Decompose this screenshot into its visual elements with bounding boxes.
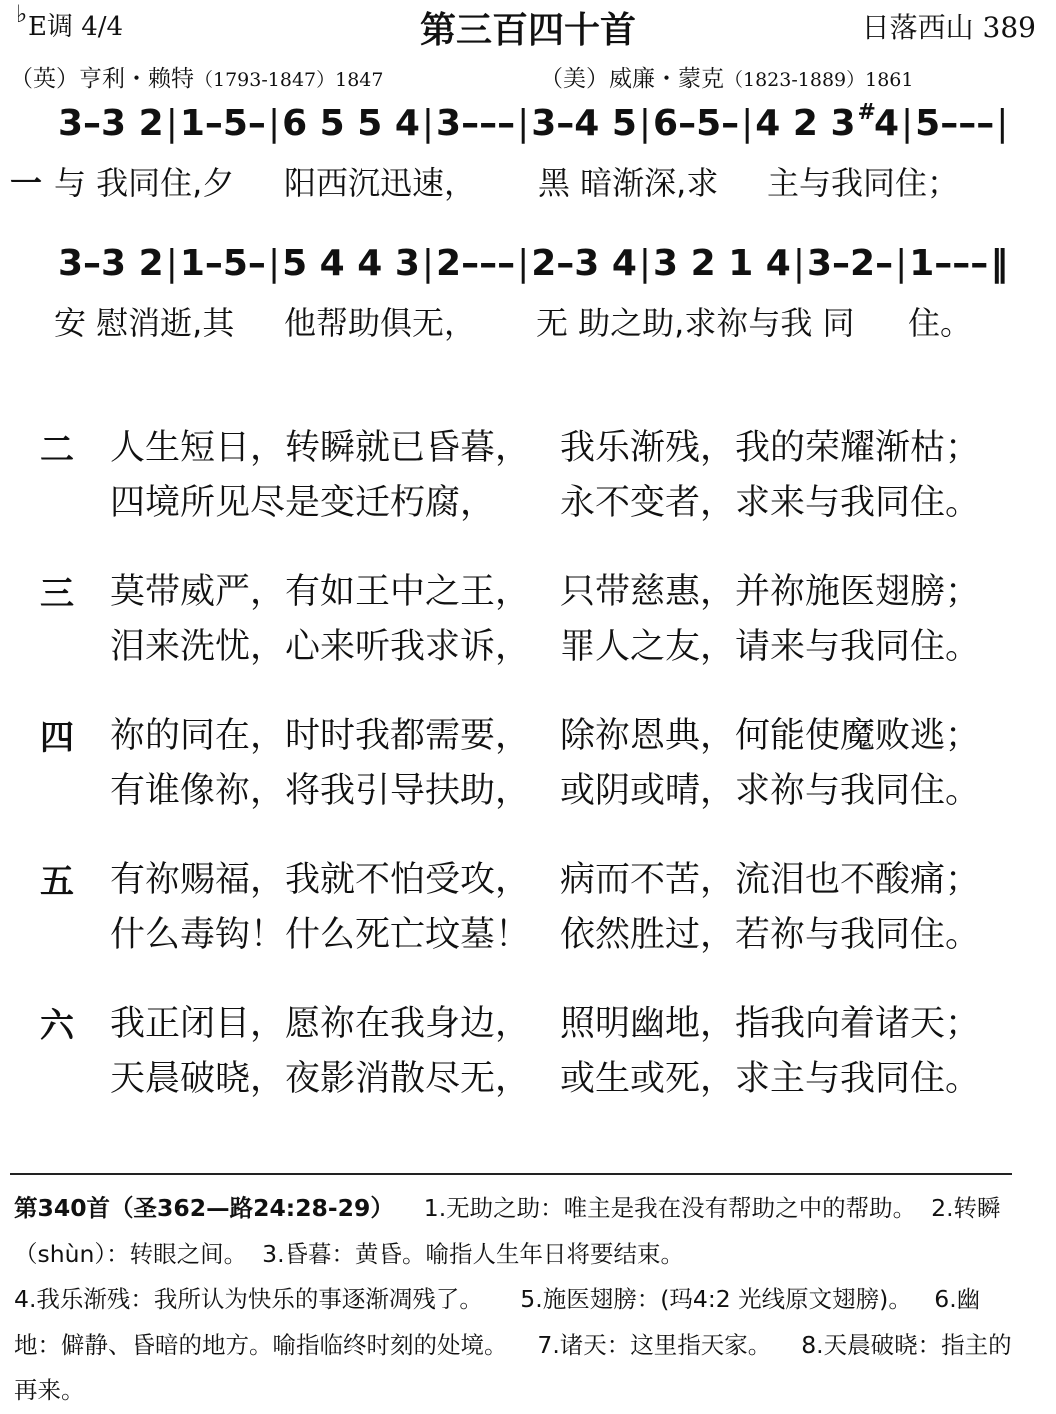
composer-credit bbox=[540, 60, 913, 93]
footnotes bbox=[14, 1186, 1014, 1414]
key-signature: E调 4/4 bbox=[28, 12, 124, 42]
verse-line: 照明幽地，指我向着诸天； bbox=[560, 1004, 981, 1044]
measure-sharped-note: 4 bbox=[873, 103, 900, 144]
lyric-segment: 住。 bbox=[908, 304, 973, 342]
lyric-segment: 与 我同住,夕 bbox=[54, 164, 235, 202]
footnote-item: 8.天晨破晓：指主的再来。 bbox=[14, 1330, 1012, 1404]
measure: 5 4 4 3 bbox=[282, 243, 420, 284]
measure: 3–2– bbox=[806, 243, 894, 284]
footnote-item: 7.诸天：这里指天家。 bbox=[537, 1330, 772, 1359]
verse-number: 五 bbox=[40, 862, 74, 902]
verse-line: 有祢赐福，我就不怕受攻， bbox=[110, 860, 531, 900]
score-line-1: 3–3 2|1–5–|6 5 5 4|3–––|3–4 5|6–5–|4 2 3#4|5–––| bbox=[58, 100, 1009, 144]
measure: 5––– bbox=[915, 103, 995, 144]
verse-line: 我正闭目，愿祢在我身边， bbox=[110, 1004, 531, 1044]
measure: 6–5– bbox=[653, 103, 740, 144]
verse-line: 只带慈惠，并祢施医翅膀； bbox=[560, 572, 981, 612]
measure: 4 2 3 bbox=[755, 103, 856, 144]
verse-line: 祢的同在，时时我都需要， bbox=[110, 716, 531, 756]
verse-line: 罪人之友，请来与我同住。 bbox=[560, 627, 981, 667]
measure: 1–5– bbox=[179, 103, 266, 144]
tune-name: 日落西山 389 bbox=[861, 11, 1036, 44]
lyric-segment: 他帮助俱无， bbox=[284, 304, 477, 342]
footnote-divider bbox=[10, 1173, 1012, 1175]
verse-number: 二 bbox=[40, 430, 74, 470]
verse-line: 人生短日，转瞬就已昏暮， bbox=[110, 428, 531, 468]
lyric-segment: 主与我同住； bbox=[767, 164, 960, 202]
footnote-item: 5.施医翅膀：(玛4:2 光线原文翅膀)。 bbox=[520, 1285, 912, 1313]
footnote-item: 6.幽地：僻静、昏暗的地方。喻指临终时刻的处境。 bbox=[14, 1285, 981, 1359]
verse-line: 除祢恩典，何能使魔败逃； bbox=[560, 716, 981, 756]
measure: 3–4 5 bbox=[531, 103, 637, 144]
footnote-item: 4.我乐渐残：我所认为快乐的事逐渐凋残了。 bbox=[14, 1285, 483, 1313]
measure: 3––– bbox=[436, 103, 516, 144]
footnote-reference: 第340首（圣362—路24:28-29） bbox=[14, 1194, 394, 1222]
measure: 6 5 5 4 bbox=[282, 103, 420, 144]
verse-line: 依然胜过，若祢与我同住。 bbox=[560, 915, 981, 955]
verse-line: 天晨破晓，夜影消散尽无， bbox=[110, 1059, 531, 1099]
measure: 2–3 4 bbox=[531, 243, 637, 284]
lyricist-years: （1793-1847）1847 bbox=[194, 69, 384, 91]
measure: 3–3 2 bbox=[58, 103, 164, 144]
measure: 2––– bbox=[436, 243, 516, 284]
lyric-segment: 安 慰消逝,其 bbox=[54, 304, 235, 342]
lyric-segment: 黑 暗渐深,求 bbox=[538, 164, 719, 202]
hymn-title: 第三百四十首 bbox=[419, 10, 636, 51]
verse-line: 病而不苦，流泪也不酸痛； bbox=[560, 860, 981, 900]
measure: 3 2 1 4 bbox=[653, 243, 791, 284]
verse-line: 有谁像祢，将我引导扶助， bbox=[110, 771, 531, 811]
lyric-segment: 无 助之助,求祢与我 同 bbox=[536, 304, 855, 342]
verse-number: 三 bbox=[40, 574, 74, 614]
verse-line: 永不变者，求来与我同住。 bbox=[560, 483, 981, 523]
lyricist-name: （英）亨利・赖特 bbox=[10, 66, 194, 92]
measure: 3–3 2 bbox=[58, 243, 164, 284]
verse-1-number: 一 bbox=[10, 164, 43, 202]
verse-line: 或生或死，求主与我同住。 bbox=[560, 1059, 981, 1099]
sharp-sign: # bbox=[857, 100, 876, 125]
footnote-item: 1.无助之助：唯主是我在没有帮助之中的帮助。 bbox=[423, 1194, 917, 1222]
score-line-2: 3–3 2|1–5–|5 4 4 3|2–––|2–3 4|3 2 1 4|3–2–|1–––‖ bbox=[58, 243, 1009, 284]
lyricist-credit bbox=[10, 60, 383, 93]
verse-line: 四境所见尽是变迁朽腐， bbox=[110, 483, 496, 523]
composer-years: （1823-1889）1861 bbox=[724, 69, 914, 91]
verse-line: 或阴或晴，求祢与我同住。 bbox=[560, 771, 981, 811]
verse-number: 四 bbox=[40, 718, 74, 758]
verse-line: 我乐渐残，我的荣耀渐枯； bbox=[560, 428, 981, 468]
verse-line: 莫带威严，有如王中之王， bbox=[110, 572, 531, 612]
flat-symbol: ♭ bbox=[16, 0, 28, 28]
verse-line: 泪来洗忧，心来听我求诉， bbox=[110, 627, 531, 667]
measure: 1–5– bbox=[179, 243, 266, 284]
verse-number: 六 bbox=[40, 1006, 74, 1046]
verse-line: 什么毒钩！什么死亡坟墓！ bbox=[110, 915, 531, 955]
footnote-item: 3.昏暮：黄昏。喻指人生年日将要结束。 bbox=[262, 1239, 685, 1268]
composer-name: （美）威廉・蒙克 bbox=[540, 66, 724, 92]
measure: 1––– bbox=[909, 243, 989, 284]
lyric-segment: 阳西沉迅速， bbox=[284, 164, 477, 202]
footnote-item: 2.转瞬（shùn）：转眼之间。 bbox=[14, 1194, 1001, 1268]
